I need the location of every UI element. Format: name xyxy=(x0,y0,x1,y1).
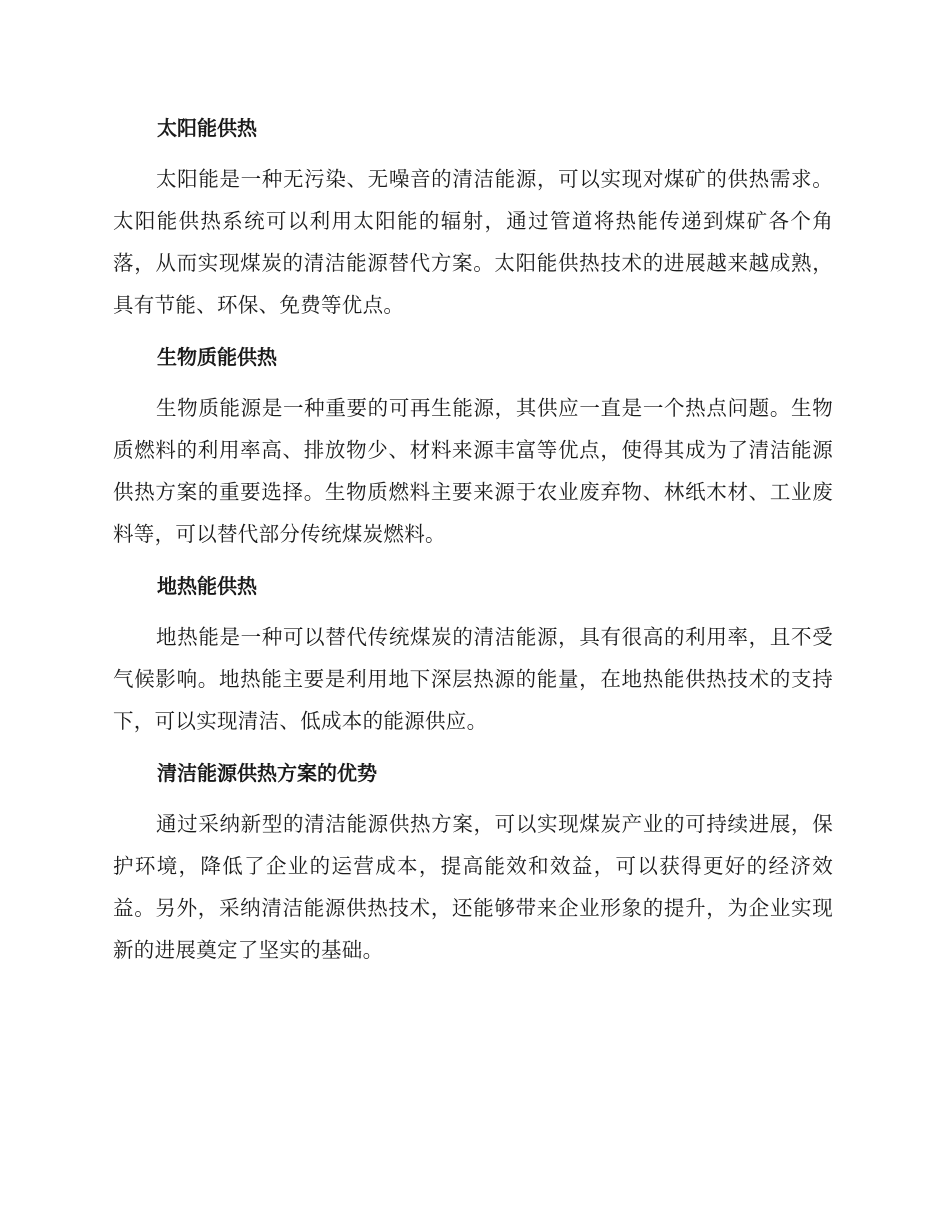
section-solar xyxy=(113,108,833,326)
section-heading: 清洁能源供热方案的优势 xyxy=(157,761,377,785)
section-heading: 太阳能供热 xyxy=(157,116,257,140)
section-heading: 生物质能供热 xyxy=(157,345,277,369)
section-paragraph: 太阳能是一种无污染、无噪音的清洁能源，可以实现对煤矿的供热需求。太阳能供热系统可以利用太阳能的辐射，通过管道将热能传递到煤矿各个角落，从而实现煤炭的清洁能源替代方案。太阳能供热技术的进展越来越成熟，具有节能、环保、免费等优点。 xyxy=(113,167,833,317)
section-paragraph: 地热能是一种可以替代传统煤炭的清洁能源，具有很高的利用率，且不受气候影响。地热能主要是利用地下深层热源的能量，在地热能供热技术的支持下，可以实现清洁、低成本的能源供应。 xyxy=(113,625,833,733)
section-geothermal xyxy=(113,566,833,742)
section-advantages xyxy=(113,753,833,971)
document-page xyxy=(113,108,833,982)
section-paragraph: 通过采纳新型的清洁能源供热方案，可以实现煤炭产业的可持续进展，保护环境，降低了企业的运营成本，提高能效和效益，可以获得更好的经济效益。另外，采纳清洁能源供热技术，还能够带来企业形象的提升，为企业实现新的进展奠定了坚实的基础。 xyxy=(113,812,833,962)
section-heading: 地热能供热 xyxy=(157,574,257,598)
section-paragraph: 生物质能源是一种重要的可再生能源，其供应一直是一个热点问题。生物质燃料的利用率高、排放物少、材料来源丰富等优点，使得其成为了清洁能源供热方案的重要选择。生物质燃料主要来源于农业废弃物、林纸木材、工业废料等，可以替代部分传统煤炭燃料。 xyxy=(113,396,833,546)
section-biomass xyxy=(113,337,833,555)
